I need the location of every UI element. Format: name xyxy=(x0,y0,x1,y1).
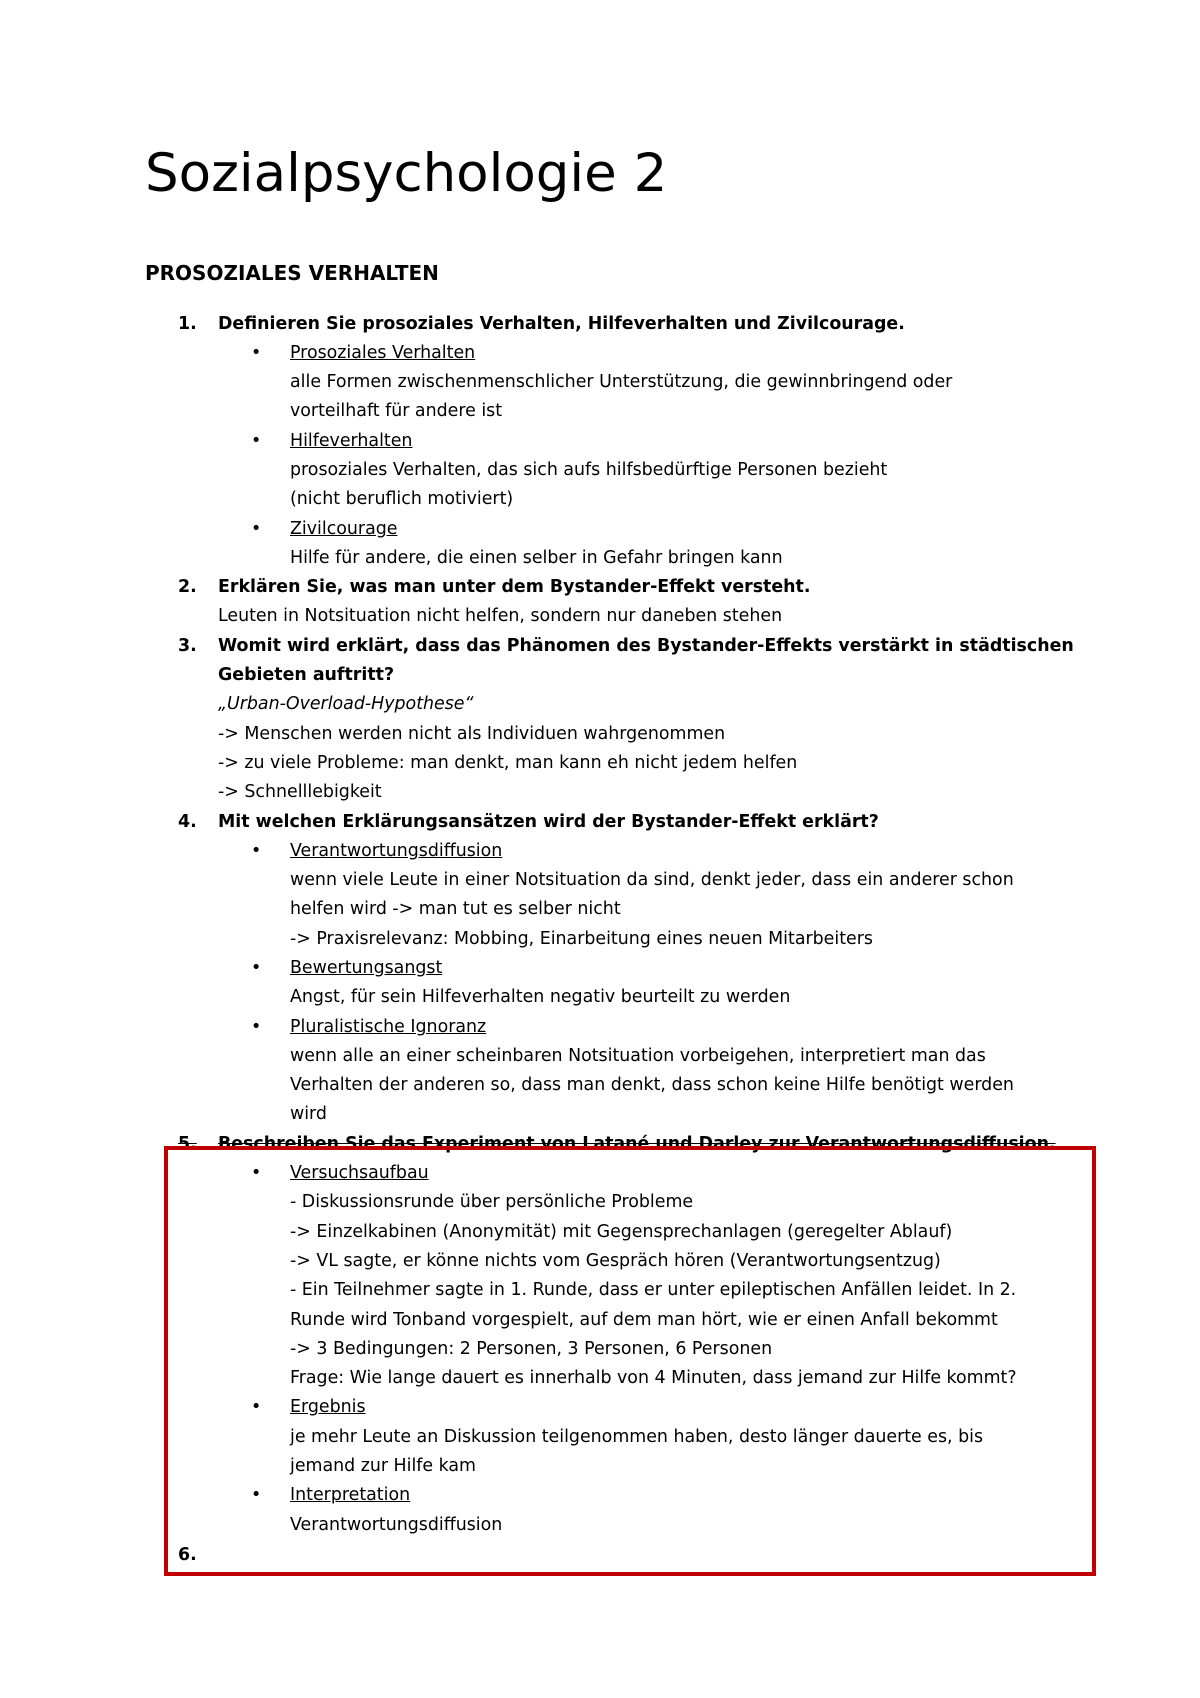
question-number: 3. xyxy=(178,636,197,656)
question-text: Definieren Sie prosoziales Verhalten, Hilfeverhalten und Zivilcourage. xyxy=(218,314,905,334)
question-number: 5. xyxy=(178,1134,197,1154)
term-heading: Bewertungsangst xyxy=(290,958,443,978)
bullet-dot-icon: • xyxy=(251,431,262,451)
answer-line: -> Menschen werden nicht als Individuen wahrgenommen xyxy=(218,724,726,744)
answer-line: -> VL sagte, er könne nichts vom Gespräch hören (Verantwortungsentzug) xyxy=(290,1251,941,1271)
bullet-dot-icon: • xyxy=(251,343,262,363)
question-text: Erklären Sie, was man unter dem Bystander-Effekt versteht. xyxy=(218,577,811,597)
term-heading: Zivilcourage xyxy=(290,519,398,539)
bullet-dot-icon: • xyxy=(251,958,262,978)
answer-line: Angst, für sein Hilfeverhalten negativ beurteilt zu werden xyxy=(290,987,791,1007)
answer-line: - Ein Teilnehmer sagte in 1. Runde, dass er unter epileptischen Anfällen leidet. In 2. xyxy=(290,1280,1017,1300)
answer-line: wenn alle an einer scheinbaren Notsituation vorbeigehen, interpretiert man das xyxy=(290,1046,986,1066)
hypothesis-name: „Urban-Overload-Hypothese“ xyxy=(218,694,474,714)
answer-line: -> Schnelllebigkeit xyxy=(218,782,382,802)
term-heading: Verantwortungsdiffusion xyxy=(290,841,503,861)
answer-line: jemand zur Hilfe kam xyxy=(290,1456,476,1476)
answer-line: -> Praxisrelevanz: Mobbing, Einarbeitung eines neuen Mitarbeiters xyxy=(290,929,873,949)
answer-line: Leuten in Notsituation nicht helfen, sondern nur daneben stehen xyxy=(218,606,783,626)
question-number: 1. xyxy=(178,314,197,334)
term-heading: Versuchsaufbau xyxy=(290,1163,429,1183)
answer-line: vorteilhaft für andere ist xyxy=(290,401,503,421)
bullet-dot-icon: • xyxy=(251,1397,262,1417)
answer-line: prosoziales Verhalten, das sich aufs hilfsbedürftige Personen bezieht xyxy=(290,460,888,480)
answer-line: helfen wird -> man tut es selber nicht xyxy=(290,899,621,919)
answer-line: wird xyxy=(290,1104,327,1124)
bullet-dot-icon: • xyxy=(251,519,262,539)
answer-line: Frage: Wie lange dauert es innerhalb von 4 Minuten, dass jemand zur Hilfe kommt? xyxy=(290,1368,1017,1388)
answer-line: Runde wird Tonband vorgespielt, auf dem man hört, wie er einen Anfall bekommt xyxy=(290,1310,998,1330)
question-number: 2. xyxy=(178,577,197,597)
answer-line: Verantwortungsdiffusion xyxy=(290,1515,503,1535)
question-text: Womit wird erklärt, dass das Phänomen des Bystander-Effekts verstärkt in städtischen xyxy=(218,636,1074,656)
answer-line: -> zu viele Probleme: man denkt, man kann eh nicht jedem helfen xyxy=(218,753,798,773)
answer-line: -> Einzelkabinen (Anonymität) mit Gegensprechanlagen (geregelter Ablauf) xyxy=(290,1222,953,1242)
answer-line: -> 3 Bedingungen: 2 Personen, 3 Personen, 6 Personen xyxy=(290,1339,773,1359)
question-text: Gebieten auftritt? xyxy=(218,665,395,685)
answer-line: (nicht beruflich motiviert) xyxy=(290,489,514,509)
bullet-dot-icon: • xyxy=(251,1163,262,1183)
answer-line: Hilfe für andere, die einen selber in Gefahr bringen kann xyxy=(290,548,783,568)
answer-line: wenn viele Leute in einer Notsituation da sind, denkt jeder, dass ein anderer schon xyxy=(290,870,1014,890)
question-text: Mit welchen Erklärungsansätzen wird der Bystander-Effekt erklärt? xyxy=(218,812,879,832)
term-heading: Interpretation xyxy=(290,1485,411,1505)
bullet-dot-icon: • xyxy=(251,1485,262,1505)
question-number: 6. xyxy=(178,1545,197,1565)
section-heading: PROSOZIALES VERHALTEN xyxy=(145,261,439,285)
bullet-dot-icon: • xyxy=(251,841,262,861)
question-text: Beschreiben Sie das Experiment von Latané und Darley zur Verantwortungsdiffusion. xyxy=(218,1134,1056,1154)
term-heading: Hilfeverhalten xyxy=(290,431,413,451)
bullet-dot-icon: • xyxy=(251,1017,262,1037)
answer-line: je mehr Leute an Diskussion teilgenommen haben, desto länger dauerte es, bis xyxy=(290,1427,984,1447)
term-heading: Pluralistische Ignoranz xyxy=(290,1017,487,1037)
answer-line: - Diskussionsrunde über persönliche Probleme xyxy=(290,1192,694,1212)
page-title: Sozialpsychologie 2 xyxy=(145,143,668,204)
term-heading: Ergebnis xyxy=(290,1397,366,1417)
term-heading: Prosoziales Verhalten xyxy=(290,343,476,363)
answer-line: alle Formen zwischenmenschlicher Unterstützung, die gewinnbringend oder xyxy=(290,372,953,392)
answer-line: Verhalten der anderen so, dass man denkt, dass schon keine Hilfe benötigt werden xyxy=(290,1075,1014,1095)
question-number: 4. xyxy=(178,812,197,832)
